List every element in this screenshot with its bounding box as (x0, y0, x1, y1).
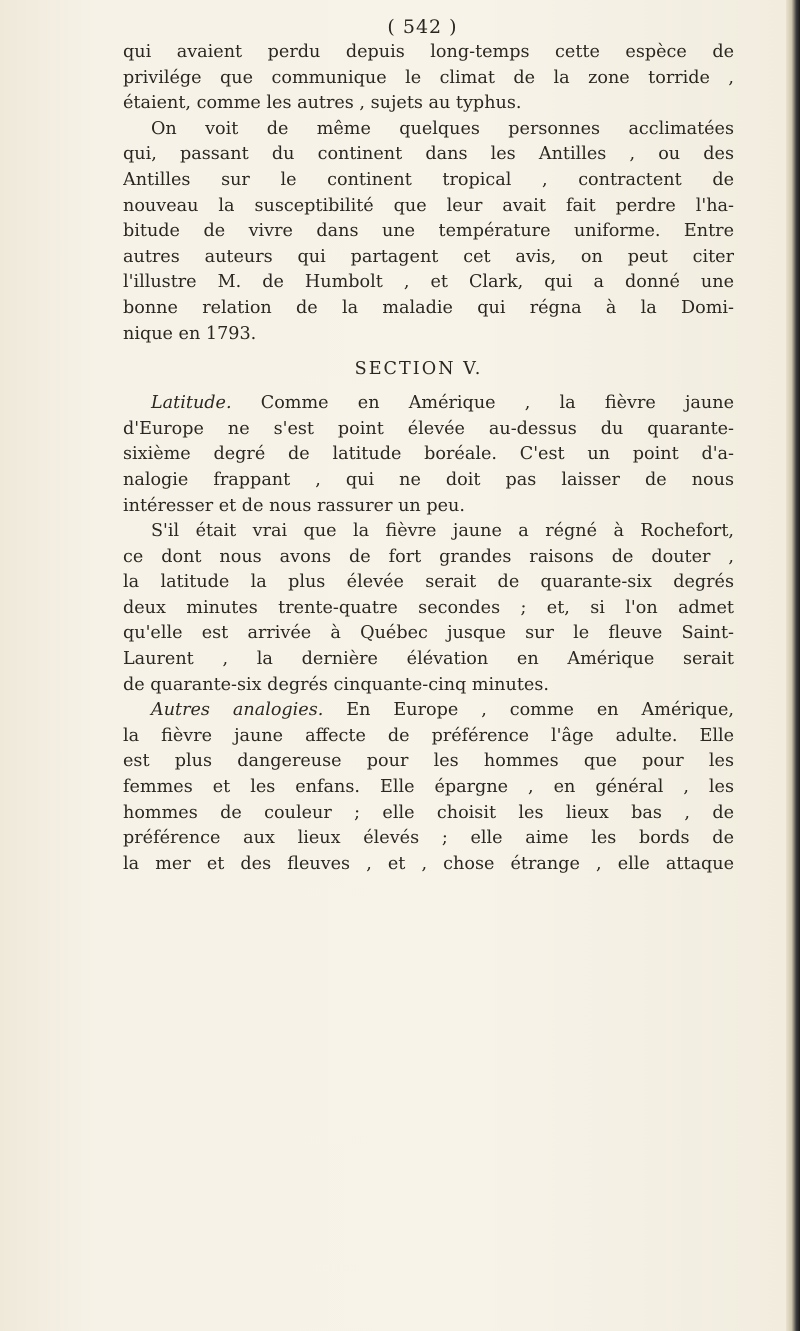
paragraph-lead: Latitude. (151, 393, 232, 414)
text-line: qu'elle est arrivée à Québec jusque sur le fleuve Saint- (123, 623, 734, 644)
text-line: ce dont nous avons de fort grandes raisons de douter , (123, 546, 734, 567)
paragraph-4 (123, 519, 734, 698)
text-line: nique en 1793. (123, 323, 257, 344)
text-line: la latitude la plus élevée serait de quarante-six degrés (123, 572, 734, 593)
text-line-rest: En Europe , comme en Amérique, (323, 700, 734, 721)
text-line: femmes et les enfans. Elle épargne , en général , les (123, 777, 734, 798)
page-number: ( 542 ) (387, 16, 458, 38)
text-line: Antilles sur le continent tropical , contractent de (123, 169, 734, 190)
page-edge (786, 0, 800, 1331)
text-line (123, 391, 734, 417)
text-line: nouveau la susceptibilité que leur avait fait perdre l'ha- (123, 195, 734, 216)
text-line: S'il était vrai que la fièvre jaune a régné à Rochefort, (151, 521, 734, 542)
text-line: d'Europe ne s'est point élevée au-dessus du quarante- (123, 418, 734, 439)
text-line (123, 698, 734, 724)
text-line: intéresser et de nous rassurer un peu. (123, 495, 465, 516)
text-block (123, 14, 734, 877)
text-line: qui, passant du continent dans les Antilles , ou des (123, 144, 734, 165)
paragraph-1 (123, 40, 734, 117)
paragraph-lead: Autres analogies. (151, 700, 324, 721)
paragraph-2 (123, 117, 734, 347)
section-heading: SECTION V. (354, 359, 483, 380)
text-line: de quarante-six degrés cinquante-cinq minutes. (123, 674, 549, 695)
text-line: autres auteurs qui partagent cet avis, on peut citer (123, 246, 734, 267)
paragraph-5 (123, 698, 734, 877)
text-line: On voit de même quelques personnes acclimatées (151, 118, 734, 139)
text-line: bitude de vivre dans une température uniforme. Entre (123, 221, 734, 242)
text-line: qui avaient perdu depuis long-temps cette espèce de (123, 42, 734, 62)
text-line: hommes de couleur ; elle choisit les lieux bas , de (123, 802, 734, 823)
text-line: bonne relation de la maladie qui régna à la Domi- (123, 297, 734, 318)
text-line: l'illustre M. de Humbolt , et Clark, qui a donné une (123, 272, 734, 293)
text-line: Laurent , la dernière élévation en Amérique serait (123, 649, 734, 670)
text-line: la mer et des fleuves , et , chose étrange , elle attaque (123, 853, 734, 874)
text-line: deux minutes trente-quatre secondes ; et, si l'on admet (123, 597, 734, 618)
text-line: étaient, comme les autres , sujets au typhus. (123, 93, 522, 114)
text-line: sixième degré de latitude boréale. C'est un point d'a- (123, 444, 734, 465)
paragraph-3 (123, 391, 734, 519)
text-line: nalogie frappant , qui ne doit pas laisser de nous (123, 469, 734, 490)
text-line: est plus dangereuse pour les hommes que pour les (123, 751, 734, 772)
text-line: la fièvre jaune affecte de préférence l'âge adulte. Elle (123, 725, 734, 746)
text-line: privilége que communique le climat de la zone torride , (123, 67, 734, 88)
text-line-rest: Comme en Amérique , la fièvre jaune (231, 393, 734, 414)
text-line: préférence aux lieux élevés ; elle aime les bords de (123, 828, 734, 849)
